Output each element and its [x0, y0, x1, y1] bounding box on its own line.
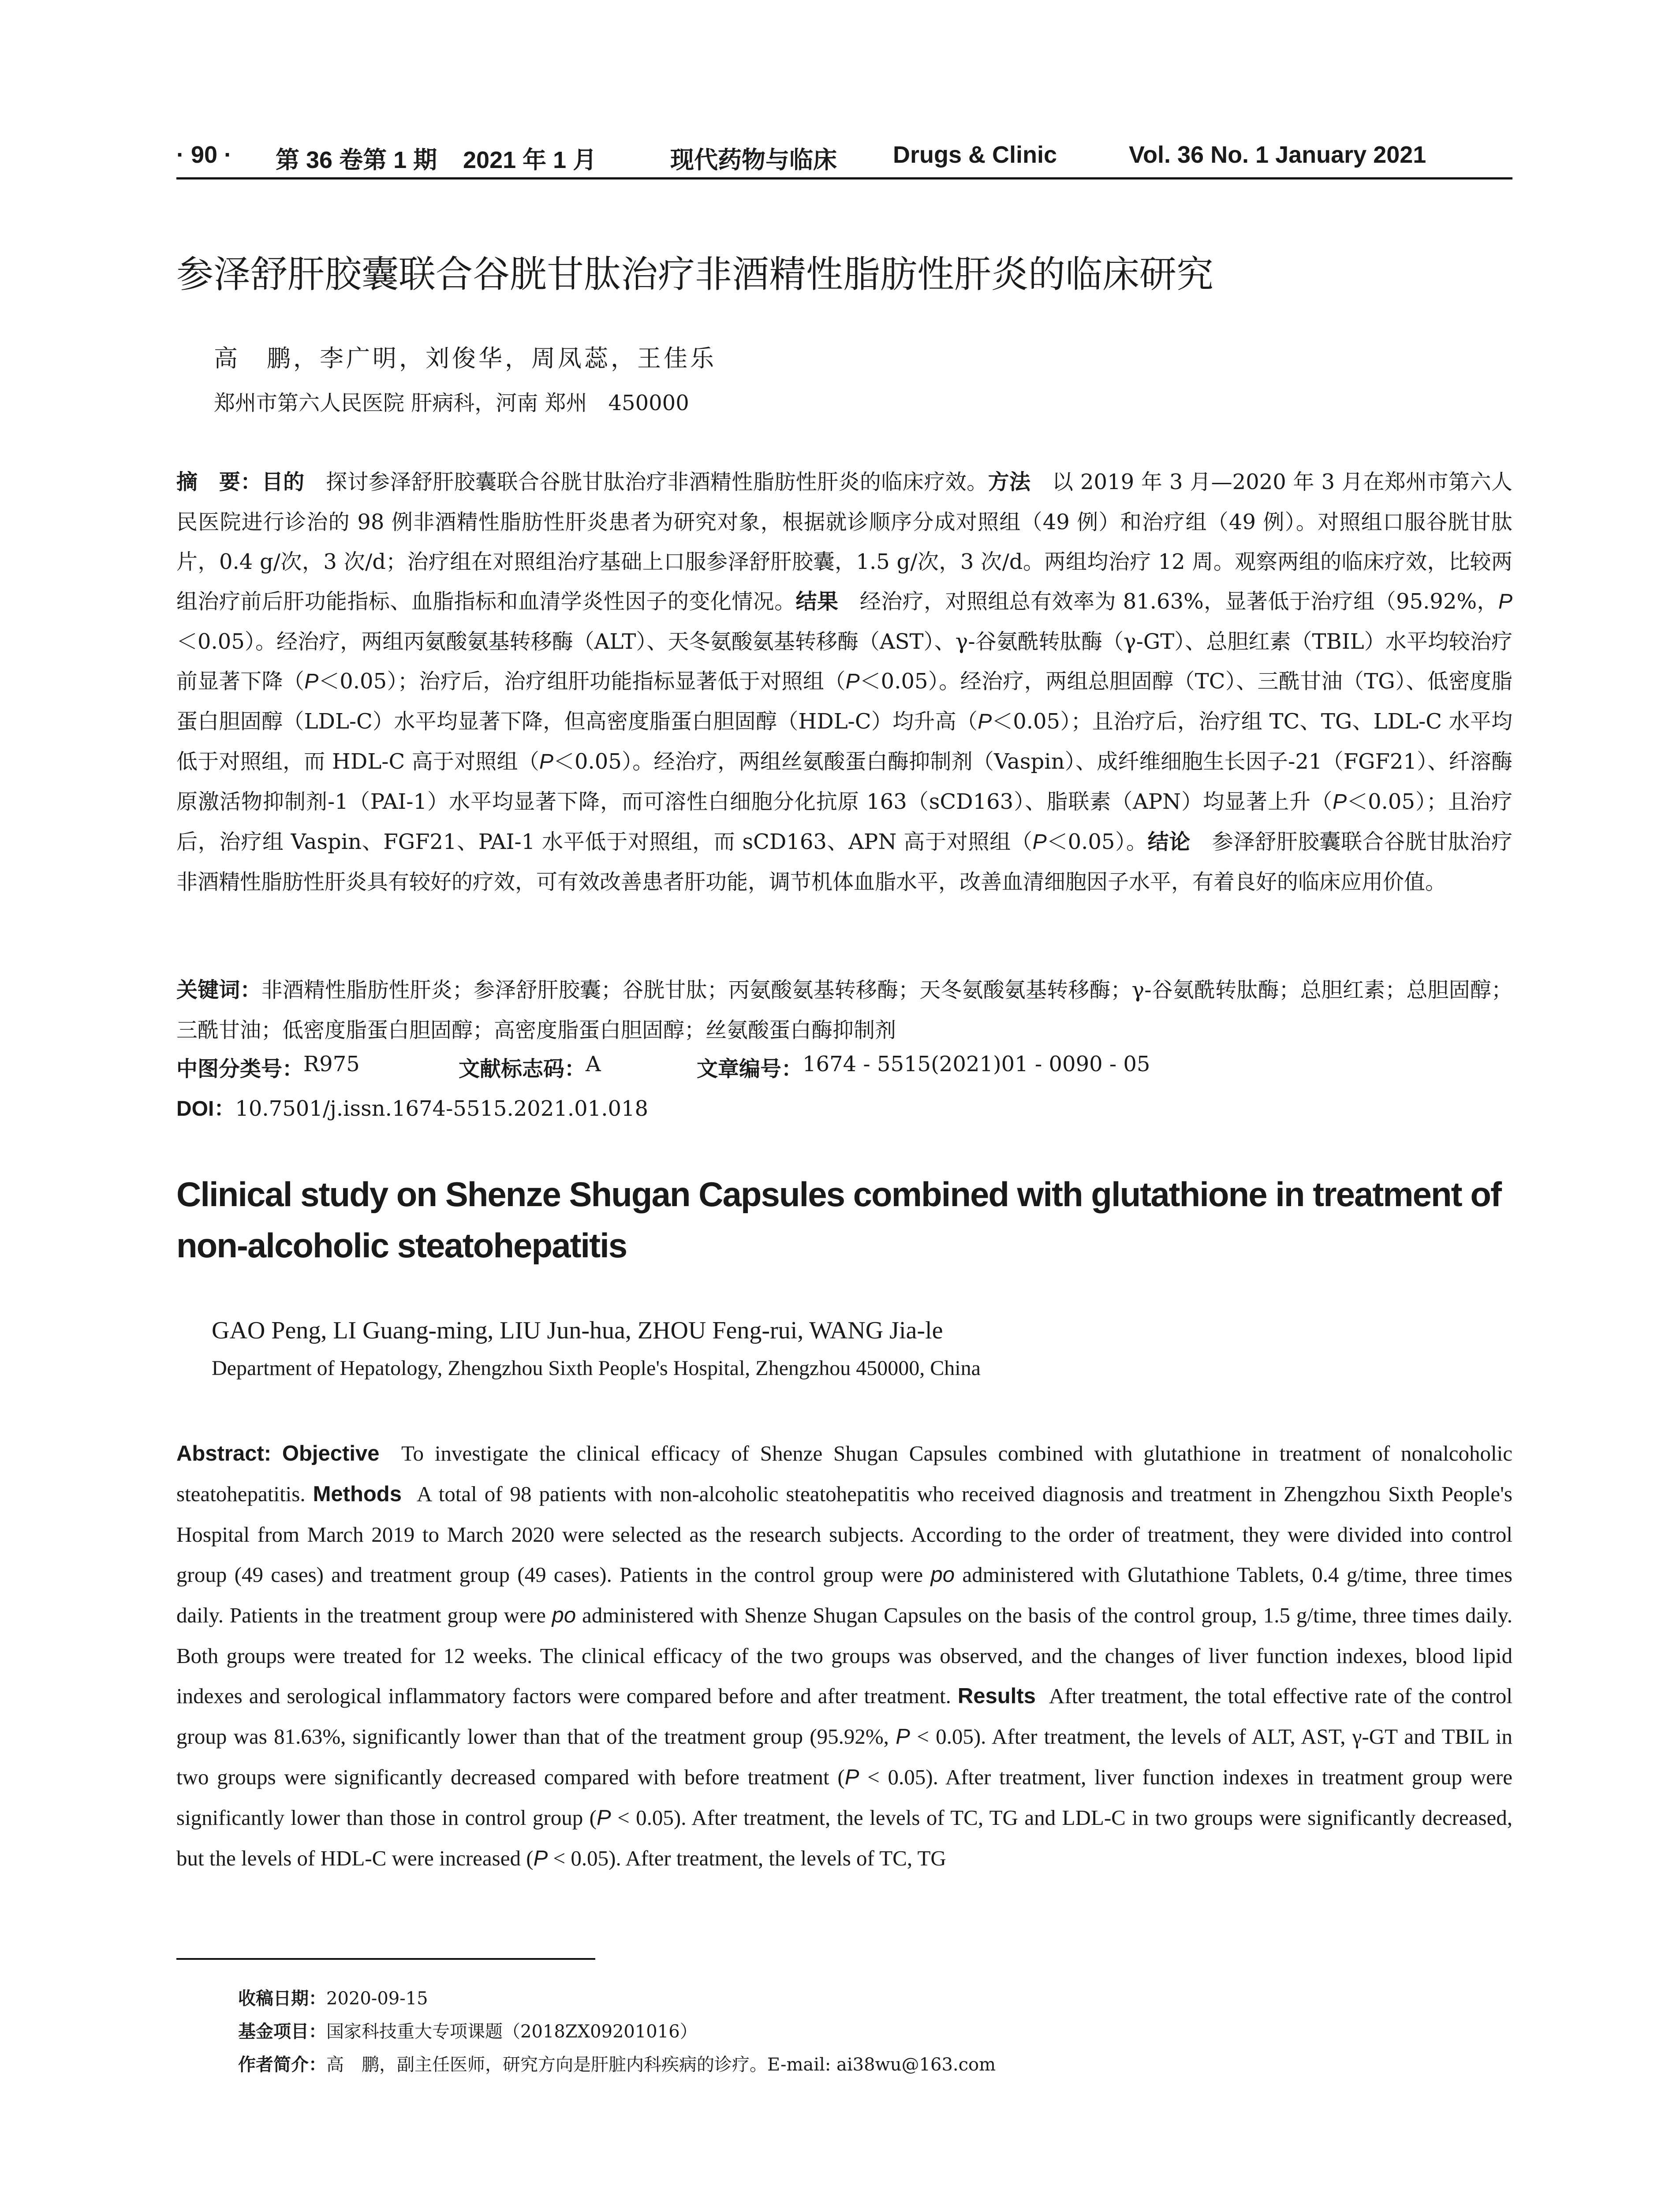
- results-text: ＜0.05）。: [1046, 830, 1148, 854]
- doc-code-value: A: [586, 1052, 601, 1076]
- doi-line: [176, 1091, 648, 1122]
- p-symbol: P: [845, 670, 860, 693]
- english-affiliation: Department of Hepatology, Zhengzhou Sixth People's Hospital, Zhengzhou 450000, China: [212, 1357, 981, 1380]
- doi-label: DOI：: [176, 1097, 235, 1121]
- methods-label-en: Methods: [313, 1482, 402, 1506]
- p-symbol: P: [896, 1725, 910, 1749]
- chinese-title: 参泽舒肝胶囊联合谷胱甘肽治疗非酒精性脂肪性肝炎的临床研究: [176, 253, 1214, 296]
- received-label: 收稿日期：: [238, 1989, 326, 2008]
- english-authors: GAO Peng, LI Guang-ming, LIU Jun-hua, ZHOU Feng-rui, WANG Jia-le: [212, 1317, 943, 1344]
- conclusion-label: 结论: [1147, 830, 1191, 854]
- methods-text-en: A total of 98 patients with non-alcoholic steatohepatitis who received diagnosis and treatment in Zhengzhou Sixth People's Hospital from March 2019 to March 2020 were selected as the research subjects. According to the order of treatment, they were divided into control group (49 cases) and treatment group (49 cases). Patients in the control group were: [176, 1482, 1512, 1587]
- header-rule: [176, 177, 1512, 179]
- conclusion-text: 参泽舒肝胶囊联合谷胱甘肽治疗非酒精性脂肪性肝炎具有较好的疗效，可有效改善患者肝功能，调节机体血脂水平，改善血清细胞因子水平，有着良好的临床应用价值。: [176, 830, 1512, 894]
- p-symbol: P: [304, 670, 319, 693]
- results-text: ＜0.05）。经治疗，两组丙氨酸氨基转移酶（ALT）、天冬氨酸氨基转移酶（AST）、γ-谷氨酰转肽酶（γ-GT）、总胆红素（TBIL）水平均较治疗前显著下降（: [176, 629, 1512, 694]
- p-symbol: P: [1498, 590, 1512, 613]
- keywords-label: 关键词：: [176, 979, 261, 1002]
- footnote-fund: [238, 2018, 698, 2043]
- results-text: 经治疗，对照组总有效率为 81.63%，显著低于治疗组（95.92%，: [859, 589, 1498, 614]
- volume-cn: 第 36 卷第 1 期: [276, 147, 437, 173]
- objective-label: 目的: [261, 471, 305, 494]
- footnote-rule: [176, 1958, 595, 1960]
- doc-code-label: 文献标志码：: [459, 1058, 586, 1081]
- po-abbrev: po: [552, 1603, 576, 1627]
- english-abstract: [176, 1433, 1512, 1914]
- chinese-authors: 高 鹏，李广明，刘俊华，周凤蕊，王佳乐: [214, 344, 717, 372]
- fund-label: 基金项目：: [238, 2022, 326, 2041]
- fund-text: 国家科技重大专项课题（2018ZX09201016）: [326, 2022, 698, 2042]
- author-label: 作者简介：: [238, 2055, 326, 2074]
- author-text: 高 鹏，副主任医师，研究方向是肝脏内科疾病的诊疗。E-mail: ai38wu@163.com: [326, 2055, 996, 2075]
- clc-value: R975: [303, 1052, 360, 1076]
- methods-text: 以 2019 年 3 月—2020 年 3 月在郑州市第六人民医院进行诊治的 98 例非酒精性脂肪性肝炎患者为研究对象，根据就诊顺序分成对照组（49 例）和治疗组（49 例）。对照组口服谷胱甘肽片，0.4 g/次，3 次/d；治疗组在对照组治疗基础上口服参泽舒肝胶囊，1.5 g/次，3 次/d。两组均治疗 12 周。观察两组的临床疗效，比较两组治疗前后肝功能指标、血脂指标和血清学炎性因子的变化情况。: [176, 470, 1512, 614]
- clc-label: 中图分类号：: [176, 1058, 304, 1081]
- date-cn: 2021 年 1 月: [463, 147, 597, 173]
- received-date: 2020-09-15: [326, 1988, 428, 2009]
- results-text: ＜0.05）。经治疗，两组丝氨酸蛋白酶抑制剂（Vaspin）、成纤维细胞生长因子-21（FGF21）、纤溶酶原激活物抑制剂-1（PAI-1）水平均显著下降，而可溶性白细胞分化抗原 163（sCD163）、脂联素（APN）均显著上升（: [176, 749, 1512, 814]
- results-text: ＜0.05）；且治疗后，治疗组 TC、TG、LDL-C 水平均低于对照组，而 HDL-C 高于对照组（: [176, 709, 1512, 774]
- objective-text: 探讨参泽舒肝胶囊联合谷胱甘肽治疗非酒精性脂肪性肝炎的临床疗效。: [326, 470, 988, 494]
- methods-label: 方法: [988, 471, 1031, 494]
- journal-cn: 现代药物与临床: [670, 146, 837, 174]
- p-symbol: P: [844, 1765, 859, 1789]
- english-title: Clinical study on Shenze Shugan Capsules combined with glutathione in treatment of non-alcoholic steatohepatitis: [176, 1175, 1501, 1265]
- p-symbol: P: [539, 750, 553, 774]
- page-number: · 90 ·: [176, 142, 232, 168]
- article-no-value: 1674 - 5515(2021)01 - 0090 - 05: [803, 1052, 1150, 1076]
- abstract-label: 摘 要：: [176, 471, 262, 494]
- p-symbol: P: [1032, 830, 1047, 854]
- p-symbol: P: [1333, 790, 1347, 814]
- results-text-en: < 0.05). After treatment, the levels of TC, TG and LDL-C in two groups were significantly decreased, but the levels of HDL-C were increased (: [176, 1805, 1512, 1870]
- abstract-label-en: Abstract:: [176, 1442, 272, 1465]
- results-label-en: Results: [957, 1684, 1036, 1708]
- p-symbol: P: [978, 710, 992, 733]
- results-label: 结果: [795, 590, 839, 613]
- methods-text-en: administered with Shenze Shugan Capsules on the basis of the control group, 1.5 g/time, three times daily. Both groups were treated for 12 weeks. The clinical efficacy of the two groups was observed, and the changes of liver function indexes, blood lipid indexes and serological inflammatory factors were compared before and after treatment.: [176, 1603, 1512, 1708]
- results-text: ＜0.05）；治疗后，治疗组肝功能指标显著低于对照组（: [318, 669, 846, 694]
- results-text-en: < 0.05). After treatment, the levels of ALT, AST, γ-GT and TBIL in two groups were significantly decreased compared with before treatment (: [176, 1724, 1512, 1789]
- objective-text-en: To investigate the clinical efficacy of Shenze Shugan Capsules combined with glutathione in treatment of nonalcoholic steatohepatitis.: [176, 1441, 1512, 1506]
- po-abbrev: po: [930, 1563, 955, 1587]
- results-text-en: After treatment, the total effective rate of the control group was 81.63%, significantly lower than that of the treatment group (95.92%,: [176, 1684, 1512, 1749]
- running-header: [176, 141, 1512, 181]
- journal-en: Drugs & Clinic: [893, 142, 1057, 168]
- results-text-en: < 0.05). After treatment, the levels of TC, TG: [553, 1846, 946, 1870]
- objective-label-en: Objective: [282, 1442, 380, 1465]
- footnote-received: [238, 1984, 428, 2010]
- article-no-label: 文章编号：: [697, 1058, 803, 1081]
- p-symbol: P: [596, 1806, 611, 1830]
- keywords-text: 非酒精性脂肪性肝炎；参泽舒肝胶囊；谷胱甘肽；丙氨酸氨基转移酶；天冬氨酸氨基转移酶；γ-谷氨酰转肽酶；总胆红素；总胆固醇；三酰甘油；低密度脂蛋白胆固醇；高密度脂蛋白胆固醇；丝氨酸蛋白酶抑制剂: [176, 978, 1512, 1043]
- results-text-en: < 0.05). After treatment, liver function indexes in treatment group were significantly lower than those in control group (: [176, 1765, 1512, 1830]
- chinese-keywords: [176, 970, 1512, 1050]
- doi-link[interactable]: 10.7501/j.issn.1674-5515.2021.01.018: [235, 1096, 649, 1121]
- results-text: ＜0.05）；且治疗后，治疗组 Vaspin、FGF21、PAI-1 水平低于对照组，而 sCD163、APN 高于对照组（: [176, 789, 1512, 854]
- results-text: ＜0.05）。经治疗，两组总胆固醇（TC）、三酰甘油（TG）、低密度脂蛋白胆固醇（LDL-C）水平均显著下降，但高密度脂蛋白胆固醇（HDL-C）均升高（: [176, 669, 1512, 734]
- methods-text-en: administered with Glutathione Tablets, 0.4 g/time, three times daily. Patients in the treatment group were: [176, 1562, 1512, 1627]
- chinese-abstract: [176, 462, 1512, 960]
- classification-line: [176, 1052, 1512, 1087]
- footnote-author: [238, 2051, 996, 2076]
- volume-en: Vol. 36 No. 1 January 2021: [1129, 142, 1426, 168]
- p-symbol: P: [533, 1846, 548, 1870]
- chinese-affiliation: 郑州市第六人民医院 肝病科，河南 郑州 450000: [214, 391, 689, 415]
